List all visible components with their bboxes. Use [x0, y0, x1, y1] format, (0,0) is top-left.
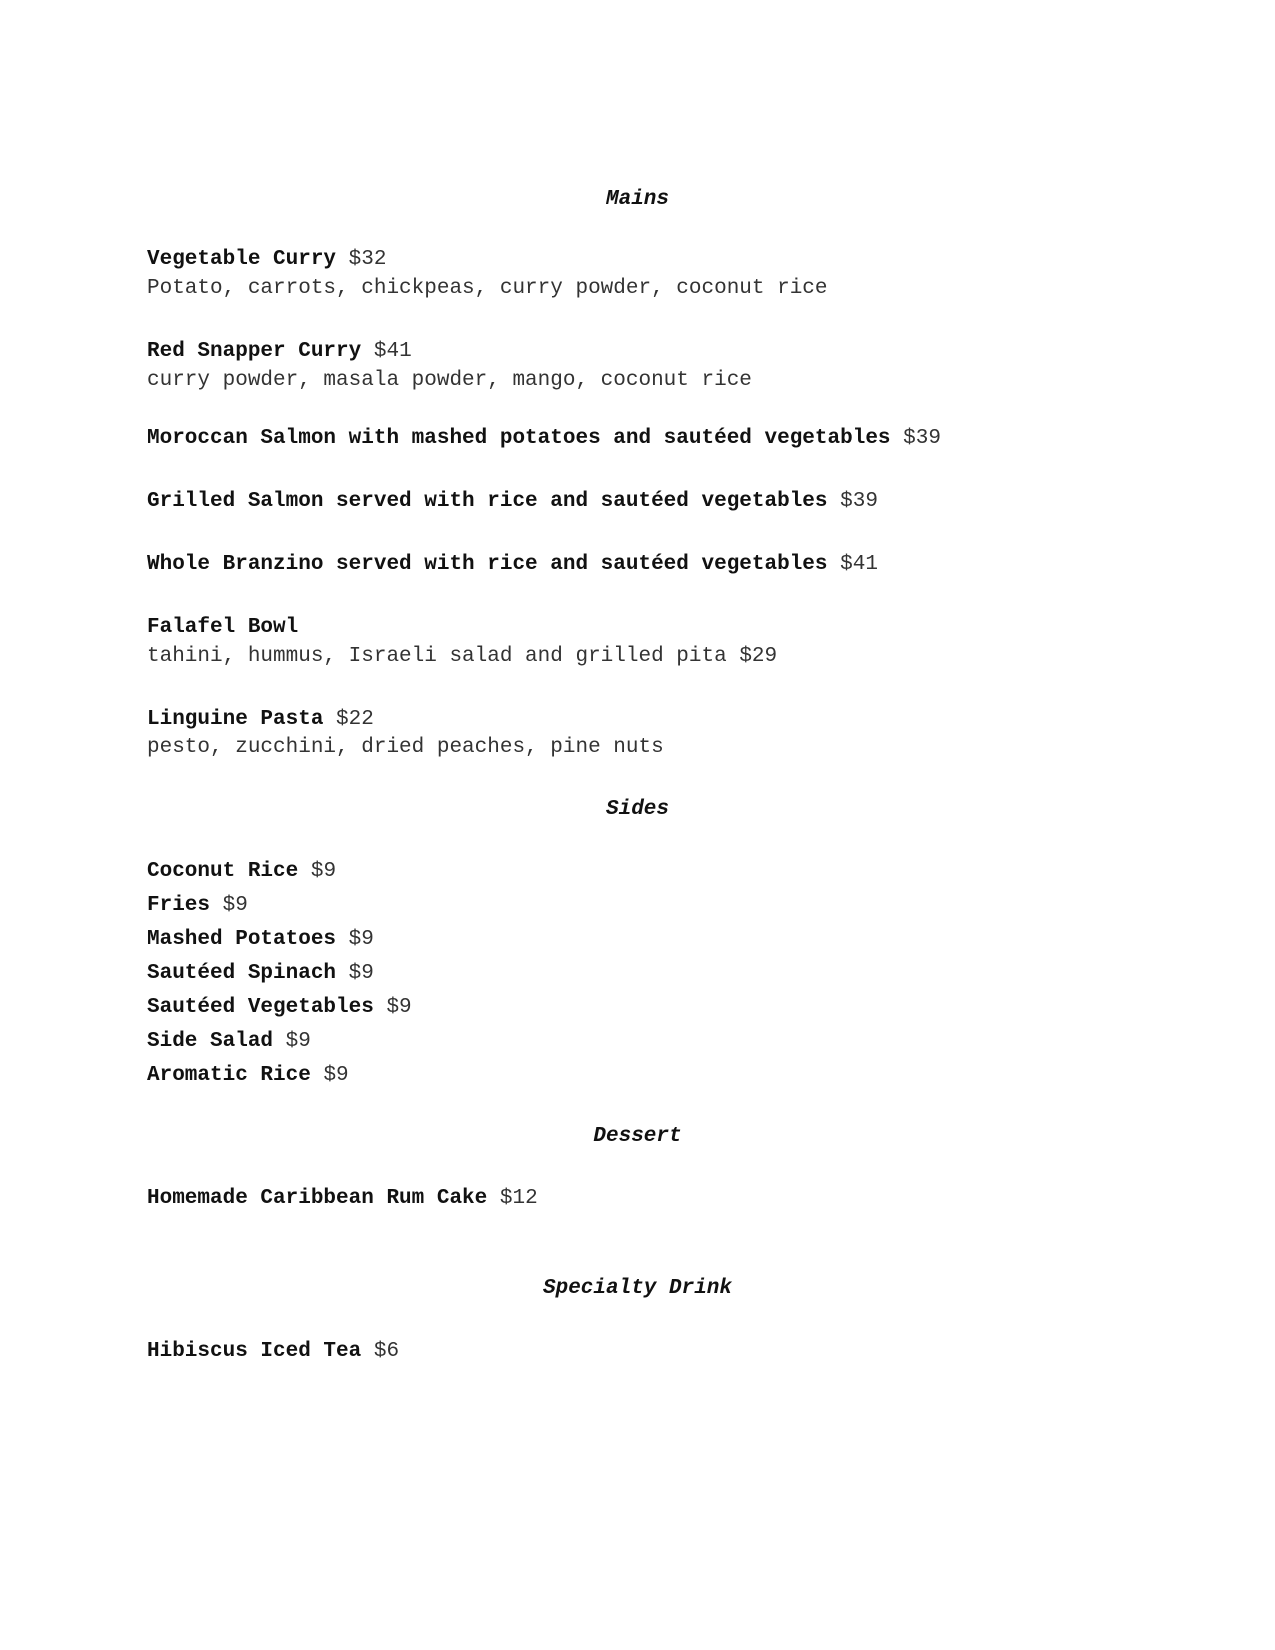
item-price: $9 [348, 962, 374, 985]
item-name: Homemade Caribbean Rum Cake [147, 1187, 488, 1210]
item-name: Mashed Potatoes [147, 928, 337, 951]
item-description: pesto, zucchini, dried peaches, pine nuts [147, 736, 664, 759]
item-name: Red Snapper Curry [147, 340, 362, 363]
item-name: Coconut Rice [147, 860, 299, 883]
item-description: curry powder, masala powder, mango, coconut rice [147, 369, 752, 392]
item-price: $9 [348, 928, 374, 951]
item-name: Moroccan Salmon with mashed potatoes and sautéed vegetables [147, 427, 891, 450]
menu-item-red-snapper-curry [147, 339, 412, 365]
item-price: $39 [840, 490, 878, 513]
menu-item-hibiscus-iced-tea [147, 1339, 399, 1365]
menu-item-aromatic-rice [147, 1063, 349, 1089]
menu-item-side-salad [147, 1029, 311, 1055]
section-heading-dessert: Dessert [593, 1125, 682, 1148]
item-name: Falafel Bowl [147, 616, 299, 639]
menu-item-rum-cake [147, 1186, 538, 1212]
item-name: Fries [147, 894, 211, 917]
item-price: $32 [348, 248, 387, 271]
menu-item-grilled-salmon [147, 489, 878, 515]
menu-item-fries [147, 893, 248, 919]
menu-item-whole-branzino [147, 552, 878, 578]
item-price: $9 [222, 894, 248, 917]
menu-item-sauteed-vegetables [147, 995, 412, 1021]
menu-item-moroccan-salmon [147, 426, 941, 452]
item-price: $6 [373, 1340, 400, 1363]
item-name: Sautéed Spinach [147, 962, 337, 985]
item-price: $22 [336, 708, 374, 731]
section-heading-sides: Sides [605, 798, 669, 821]
menu-item-falafel-bowl [147, 615, 298, 641]
item-name: Hibiscus Iced Tea [147, 1340, 362, 1363]
item-price: $12 [499, 1187, 538, 1210]
item-description: tahini, hummus, Israeli salad and grilled pita [147, 645, 727, 668]
menu-item-mashed-potatoes [147, 927, 374, 953]
menu-item-vegetable-curry [147, 247, 386, 273]
menu-item-linguine-pasta [147, 707, 374, 733]
item-price: $9 [323, 1064, 349, 1087]
section-heading-specialty-drink: Specialty Drink [542, 1277, 733, 1300]
item-name: Sautéed Vegetables [147, 996, 374, 1019]
item-name: Aromatic Rice [147, 1064, 311, 1087]
item-name: Side Salad [147, 1030, 274, 1053]
item-name: Whole Branzino served with rice and sautéed vegetables [147, 553, 828, 576]
item-description: Potato, carrots, chickpeas, curry powder, coconut rice [147, 277, 828, 300]
menu-item-sauteed-spinach [147, 961, 374, 987]
item-price: $29 [739, 645, 778, 668]
item-name: Grilled Salmon served with rice and sautéed vegetables [147, 490, 828, 513]
item-price: $9 [285, 1030, 311, 1053]
item-price: $41 [373, 340, 412, 363]
section-heading-mains: Mains [605, 188, 669, 211]
menu-item-coconut-rice [147, 859, 336, 885]
item-price: $41 [840, 553, 878, 576]
item-name: Vegetable Curry [147, 248, 337, 271]
item-price: $9 [386, 996, 412, 1019]
item-price: $9 [310, 860, 337, 883]
item-description-with-price [147, 644, 777, 670]
item-name: Linguine Pasta [147, 708, 324, 731]
item-price: $39 [903, 427, 941, 450]
